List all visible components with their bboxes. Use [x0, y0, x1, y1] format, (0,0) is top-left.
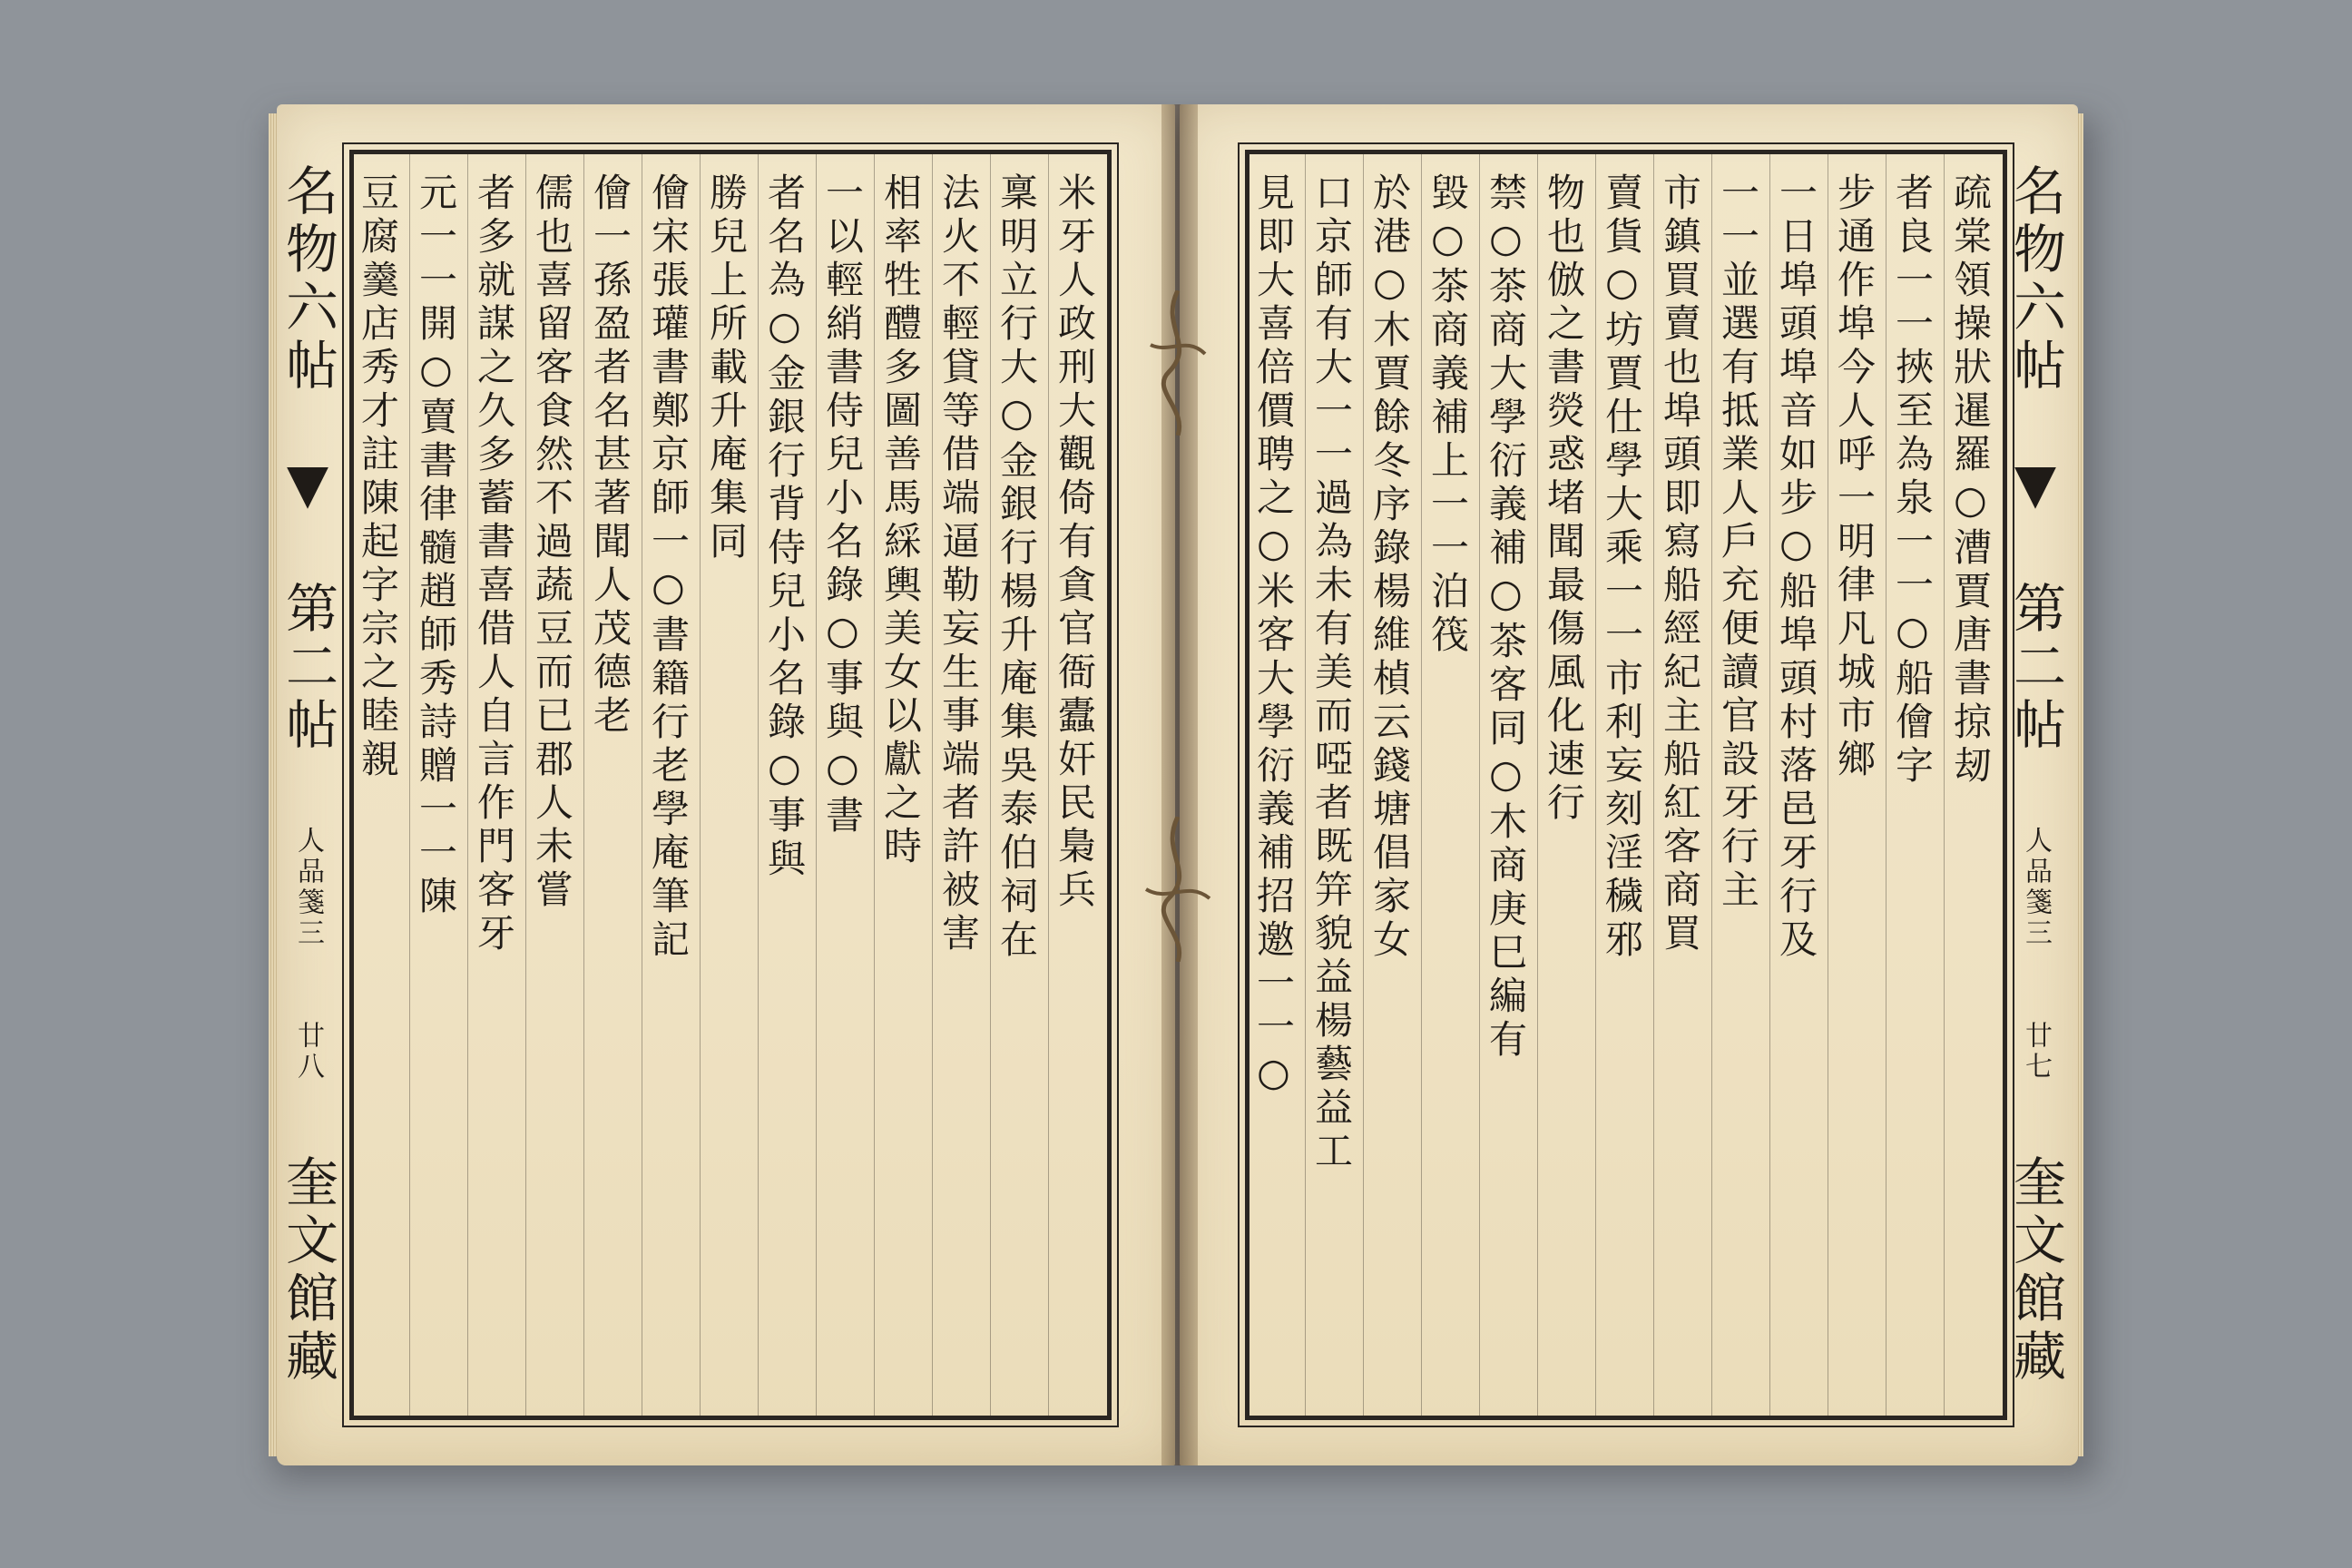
column-rule — [990, 154, 991, 1416]
text-column: 賣貨○坊賈仕學大乘一一市利妄刻淫穢邪 — [1600, 172, 1644, 963]
column-rule — [1769, 154, 1770, 1416]
fishtail-mark-icon — [287, 467, 328, 509]
text-column: 一以輕綃書侍兒小名錄○事與○書 — [820, 172, 865, 838]
text-column: 步通作埠今人呼一明律凡城市鄉 — [1832, 172, 1877, 782]
text-column: 見即大喜倍價聘之○米客大學衍義補招邀一一○ — [1251, 172, 1296, 1100]
fishtail-mark-icon — [2014, 467, 2056, 509]
column-rule — [1421, 154, 1422, 1416]
column-rule — [1711, 154, 1712, 1416]
text-column: 法火不輕貸等借端逼勒妄生事端者許被害 — [936, 172, 981, 956]
text-column: 一一並選有抵業人戶充便讀官設牙行主 — [1716, 172, 1760, 913]
column-rule — [932, 154, 933, 1416]
text-column: 一日埠頭埠音如步○船埠頭村落邑牙行及 — [1774, 172, 1818, 963]
column-rule — [583, 154, 584, 1416]
column-rule — [1363, 154, 1364, 1416]
column-rule — [1595, 154, 1596, 1416]
publisher-mark: 奎文館藏 — [2004, 1153, 2066, 1387]
column-rule — [1305, 154, 1306, 1416]
book-title: 名物六帖 — [2004, 163, 2066, 396]
text-column: 稟明立行大○金銀行楊升庵集吳泰伯祠在 — [995, 172, 1039, 963]
right-margin-column — [2004, 163, 2066, 1387]
text-column: 物也倣之書熒惑堵聞最傷風化速行 — [1542, 172, 1586, 826]
column-rule — [700, 154, 701, 1416]
text-column: 米牙人政刑大觀倚有貪官衙蠹奸民梟兵 — [1053, 172, 1097, 913]
text-column: 禁○茶商大學衍義補○茶客同○木商庚巳編有 — [1484, 172, 1528, 1063]
category-label: 人品箋三 — [292, 826, 324, 950]
binding-stitch-top — [1132, 290, 1223, 436]
section-title: 第二帖 — [277, 580, 338, 755]
text-column: 豆腐羹店秀才註陳起字宗之睦親 — [356, 172, 400, 782]
folio-number: 廿八 — [292, 1021, 324, 1083]
text-column: 者多就謀之久多蓄書喜借人自言作門客牙 — [472, 172, 516, 956]
column-rule — [758, 154, 759, 1416]
column-rule — [1048, 154, 1049, 1416]
right-text-block — [1245, 150, 2007, 1420]
book-title: 名物六帖 — [277, 163, 338, 396]
folio-number: 廿七 — [2020, 1021, 2052, 1083]
text-column: 者名為○金銀行背侍兒小名錄○事與 — [762, 172, 807, 882]
column-rule — [1653, 154, 1654, 1416]
left-margin-column — [279, 163, 336, 1387]
text-column: 者良一一挾至為泉一一○船儈字 — [1890, 172, 1935, 789]
column-rule — [525, 154, 526, 1416]
left-text-block — [349, 150, 1112, 1420]
text-column: 疏棠領操狀暹羅○漕賈唐書掠刼 — [1948, 172, 1993, 789]
section-title: 第二帖 — [2004, 580, 2066, 755]
column-rule — [874, 154, 875, 1416]
text-column: 儒也喜留客食然不過蔬豆而已郡人未嘗 — [530, 172, 574, 913]
column-rule — [816, 154, 817, 1416]
text-column: 勝兒上所載升庵集同 — [704, 172, 749, 564]
text-column: 市鎮買賣也埠頭即寫船經紀主船紅客商買 — [1658, 172, 1702, 956]
text-column: 毀○茶商義補上一一泊筏 — [1426, 172, 1470, 658]
text-column: 元一一開○賣書律髓趙師秀詩贈一一陳 — [414, 172, 458, 919]
text-column: 相率牲醴多圖善馬綵輿美女以獻之時 — [878, 172, 923, 869]
column-rule — [1479, 154, 1480, 1416]
category-label: 人品箋三 — [2020, 826, 2052, 950]
text-column: 口京師有大一一過為未有美而啞者既笄貌益楊藝益工 — [1309, 172, 1354, 1174]
column-rule — [409, 154, 410, 1416]
text-column: 儈一孫盈者名甚著聞人茂德老 — [588, 172, 632, 739]
column-rule — [467, 154, 468, 1416]
text-column: 於港○木賈餘冬序錄楊維楨云錢塘倡家女 — [1367, 172, 1412, 963]
binding-stitch-bottom — [1132, 817, 1223, 962]
column-rule — [1537, 154, 1538, 1416]
column-rule — [1944, 154, 1945, 1416]
publisher-mark: 奎文館藏 — [277, 1153, 338, 1387]
text-column: 儈宋張瓘書鄭京師一○書籍行老學庵筆記 — [646, 172, 691, 963]
